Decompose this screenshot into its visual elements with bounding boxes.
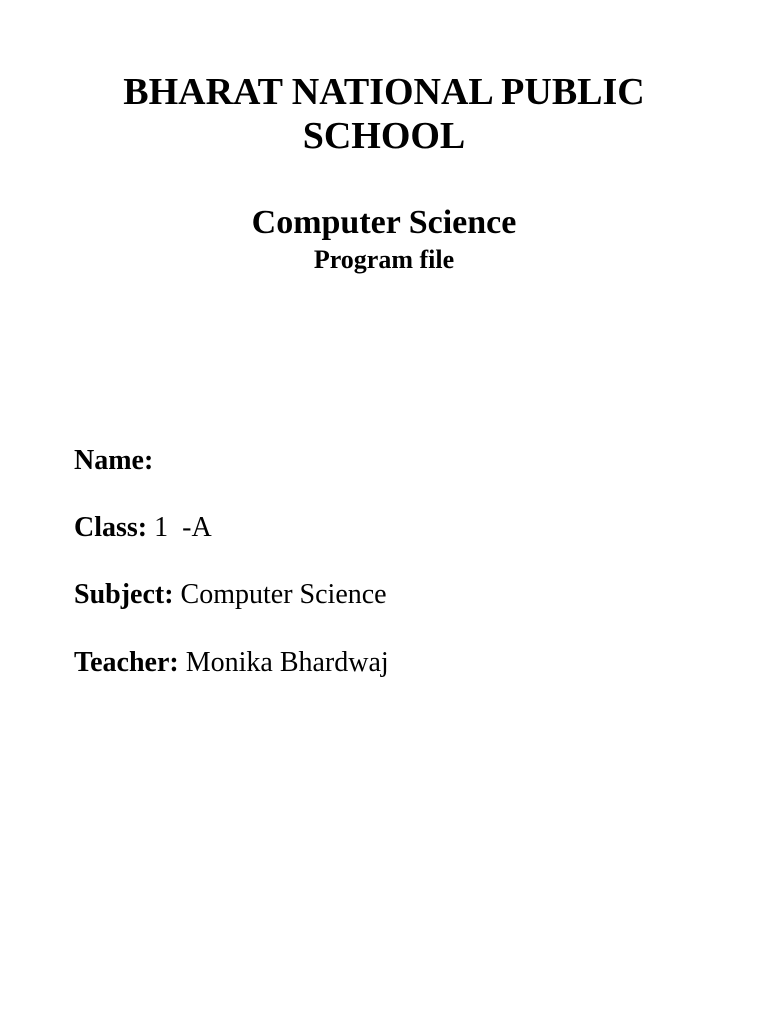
document-type-subtitle: Program file (313, 245, 455, 274)
class-field (74, 511, 694, 545)
school-name-heading: BHARAT NATIONAL PUBLIC SCHOOL (123, 71, 645, 157)
subject-value: Computer Science (180, 579, 387, 610)
subject-label: Subject: (74, 579, 174, 610)
teacher-label: Teacher: (74, 647, 179, 678)
name-label: Name: (74, 445, 154, 476)
subject-title: Computer Science (251, 204, 517, 241)
name-field (74, 444, 694, 478)
teacher-value: Monika Bhardwaj (185, 647, 389, 678)
class-value: 1 -A (154, 512, 212, 543)
teacher-field (74, 646, 694, 680)
subject-field (74, 578, 694, 612)
class-label: Class: (74, 512, 148, 543)
